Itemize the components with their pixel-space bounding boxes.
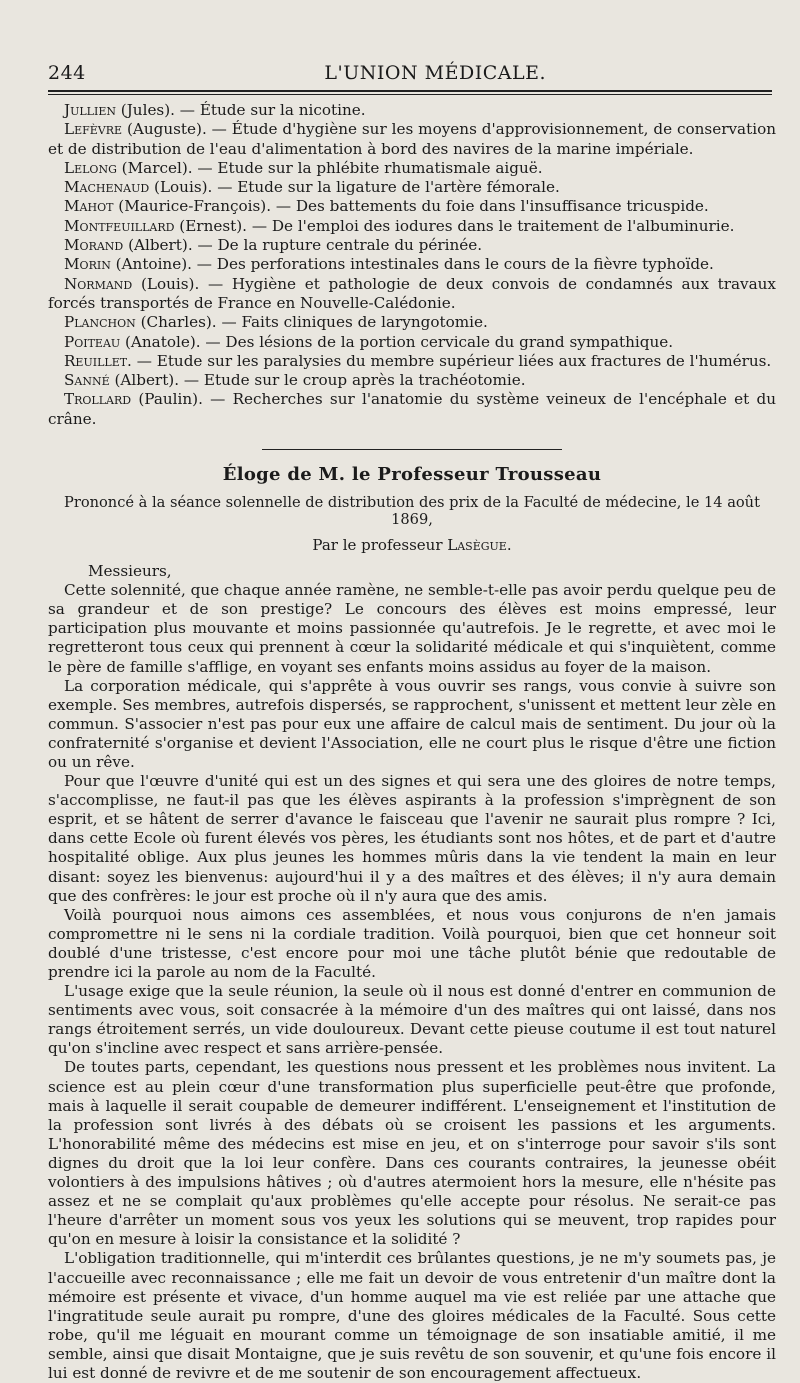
article-body [48,562,776,1383]
page-header [48,62,776,84]
thesis-list [48,101,776,429]
list-item: Reuillet. — Etude sur les paralysies du membre supérieur liées aux fractures de l'humérus. [64,351,772,370]
header-rule [48,90,772,95]
list-item: Machenaud (Louis). — Etude sur la ligature de l'artère fémorale. [64,178,560,197]
list-item: Lelong (Marcel). — Etude sur la phlébite rhumatismale aiguë. [64,158,543,177]
list-item: Trollard (Paulin). — Recherches sur l'anatomie du système veineux de l'encéphale et du crâne. [48,390,776,428]
list-item: Montfeuillard (Ernest). — De l'emploi des iodures dans le traitement de l'albuminurie. [64,216,735,235]
list-item: Poiteau (Anatole). — Des lésions de la portion cervicale du grand sympathique. [64,332,674,351]
list-item: Mahot (Maurice-François). — Des battements du foie dans l'insuffisance tricuspide. [64,197,709,216]
journal-title: L'UNION MÉDICALE. [324,62,546,84]
paragraph: L'usage exige que la seule réunion, la seule où il nous est donné d'entrer en communion de sentiments avec vous, soit consacrée à la mémoire d'un des maîtres qui ont laissé, dans nos rangs étroitement serrés, un vide douloureux. Devant cette pieuse coutume il est tout naturel qu'on s'incline avec respect et sans arrière-pensée. [48,982,776,1058]
paragraph: Cette solennité, que chaque année ramène, ne semble-t-elle pas avoir perdu quelque peu de sa grandeur et de son prestige? Le concours des élèves est moins empressé, leur participation plus mouvante et moins passionnée qu'autrefois. Je le regrette, et avec moi le regretteront tous ceux qui prennent à cœur la solidarité médicale et qui s'inquiètent, comme le père de famille s'afflige, en voyant ses enfants moins assidus au foyer de la maison. [48,581,776,676]
article-subtitle: Prononcé à la séance solennelle de distribution des prix de la Faculté de médecine, le 14 août 1869, [64,494,760,529]
author-name: Lasègue. [447,536,512,555]
list-item: Planchon (Charles). — Faits cliniques de laryngotomie. [64,313,488,332]
list-item: Jullien (Jules). — Étude sur la nicotine. [64,101,366,119]
list-item: Sanné (Albert). — Etude sur le croup après la trachéotomie. [64,371,526,390]
paragraph: Pour que l'œuvre d'unité qui est un des signes et qui sera une des gloires de notre temps, s'accomplisse, ne faut-il pas que les élèves aspirants à la profession s'imprègnent de son esprit, et se hâtent de serrer d'avance le faisceau que l'avenir ne saurait plus rompre ? Ici, dans cette Ecole où furent élevés vos pères, les étudiants sont nos hôtes, et de part et d'autre hospitalité oblige. Aux plus jeunes les hommes mûris dans la vie tendent la main en leur disant: soyez les bienvenus: aujourd'hui il y a des maîtres et des élèves; il n'y aura demain que des confrères: le jour est proche où il n'y aura que des amis. [48,772,776,905]
paragraph: Voilà pourquoi nous aimons ces assemblées, et nous vous conjurons de n'en jamais compromettre ni le sens ni la cordiale tradition. Voilà pourquoi, bien que cet honneur soit doublé d'une tristesse, c'est encore pour moi une tâche plutôt bénie que redoutable de prendre ici la parole au nom de la Faculté. [48,905,776,982]
article-byline: Par le professeur Lasègue. [312,536,512,555]
paragraph: La corporation médicale, qui s'apprête à vous ouvrir ses rangs, vous convie à suivre son exemple. Ses membres, autrefois dispersés, se rapprochent, s'unissent et mettent leur zèle en commun. S'associer n'est pas pour eux une affaire de calcul mais de sentiment. Du jour où la confraternité s'organise et devient l'Association, elle ne court plus le risque d'être une fiction ou un rêve. [48,676,776,771]
paragraph: L'obligation traditionnelle, qui m'interdit ces brûlantes questions, je ne m'y soumets pas, je l'accueille avec reconnaissance ; elle me fait un devoir de vous entretenir d'un maître dont la mémoire est présente et vivace, d'un homme auquel ma vie est reliée par une attache que l'ingratitude seule aurait pu rompre, d'une des gloires médicales de la Faculté. Sous cette robe, qu'il me léguait en mourant comme un témoignage de son insatiable amitié, il me semble, ainsi que disait Montaigne, que je suis revêtu de son souvenir, et qu'une fois encore il lui est donné de revivre et de me soutenir de son encouragement affectueux. [48,1249,776,1382]
list-item: Normand (Louis). — Hygiène et pathologie de deux convois de condamnés aux travaux forcés transportés de France en Nouvelle-Calédonie. [48,274,776,312]
page-number: 244 [48,62,86,84]
list-item: Lefèvre (Auguste). — Étude d'hygiène sur les moyens d'approvisionnement, de conservation et de distribution de l'eau d'alimentation à bord des navires de la marine impériale. [48,120,776,158]
list-item: Morin (Antoine). — Des perforations intestinales dans le cours de la fièvre typhoïde. [64,255,714,274]
salutation: Messieurs, [88,562,172,581]
paragraph: De toutes parts, cependant, les questions nous pressent et les problèmes nous invitent. La science est au plein cœur d'une transformation plus superficielle peut-être que profonde, mais à laquelle il serait coupable de demeurer indifférent. L'enseignement et l'institution de la profession sont livrés à des débats où se croisent les passions et les arguments. L'honorabilité même des médecins est mise en jeu, et on s'interroge pour savoir s'ils sont dignes du droit que la loi leur confère. Dans ces courants contraires, la jeunesse obéit volontiers à des impulsions hâtives ; où d'autres atermoient hors la mesure, elle n'hésite pas assez et ne se complait qu'aux problèmes qu'elle accepte pour résolus. Ne serait-ce pas l'heure d'arrêter un moment sous vos yeux les solutions qui se meuvent, trop rapides pour qu'on en mesure à loisir la consistance et la solidité ? [48,1058,776,1249]
article-title: Éloge de M. le Professeur Trousseau [222,464,602,486]
list-item: Morand (Albert). — De la rupture centrale du périnée. [64,236,483,255]
section-divider [262,449,562,450]
